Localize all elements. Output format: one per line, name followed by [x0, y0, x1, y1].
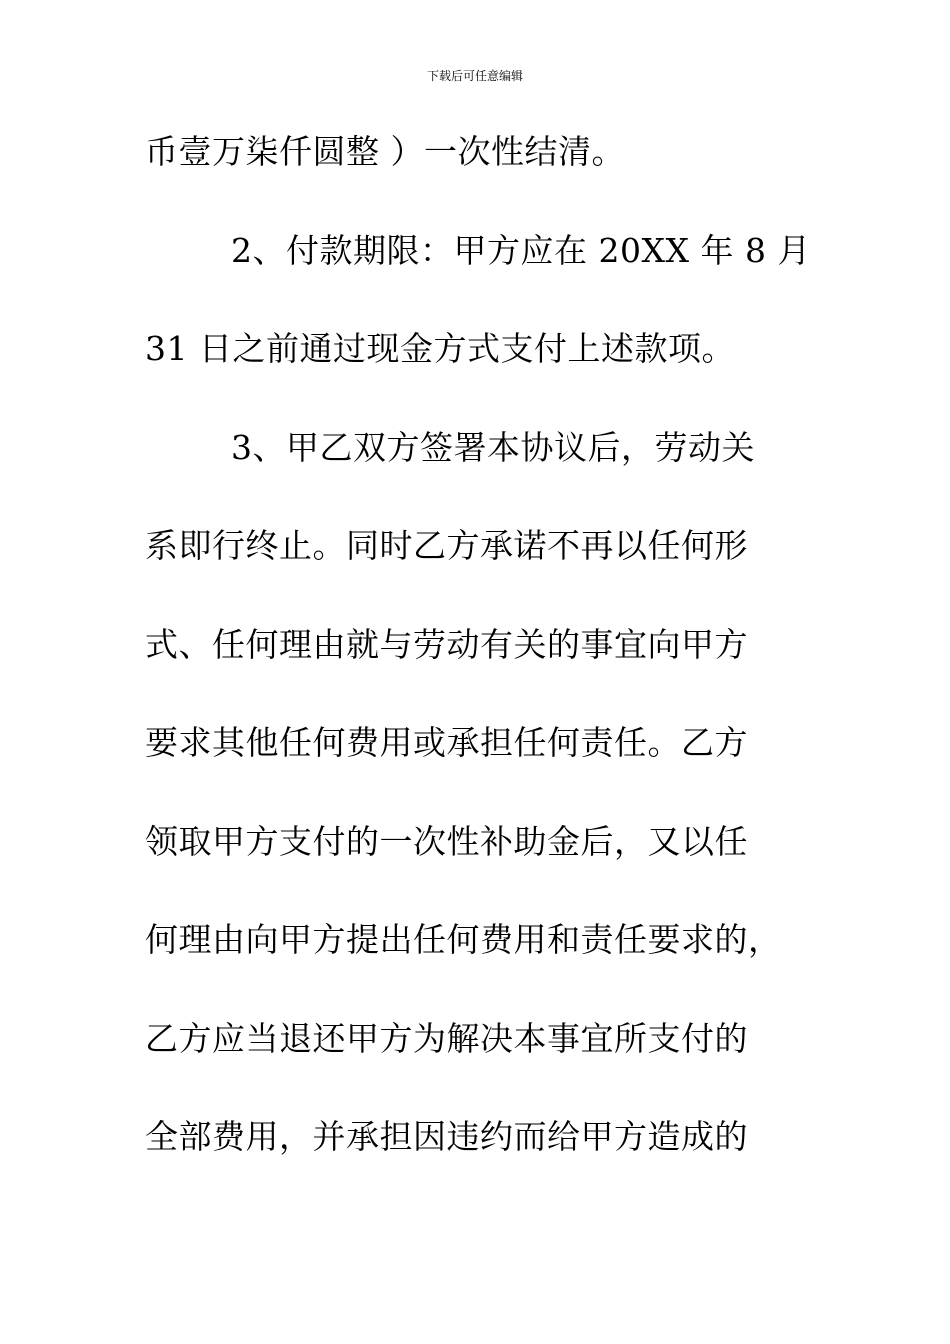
text-line: 乙方应当退还甲方为解决本事宜所支付的	[145, 1018, 748, 1058]
paragraph-start-line: 3、甲乙双方签署本协议后，劳动关	[231, 427, 755, 467]
text-line: 31 日之前通过现金方式支付上述款项。	[145, 329, 735, 368]
text-line: 系即行终止。同时乙方承诺不再以任何形	[145, 526, 748, 565]
text-line: 何理由向甲方提出任何费用和责任要求的，	[145, 920, 782, 959]
text-line: 全部费用，并承担因违约而给甲方造成的	[145, 1117, 748, 1156]
text-line: 要求其他任何费用或承担任何责任。乙方	[145, 723, 748, 762]
paragraph-start-line: 2、付款期限：甲方应在 20XX 年 8 月	[231, 230, 811, 270]
document-body	[145, 120, 811, 1204]
text-line: 式、任何理由就与劳动有关的事宜向甲方	[145, 624, 748, 664]
text-line: 币壹万柒仟圆整 ）一次性结清。	[145, 132, 625, 171]
text-line: 领取甲方支付的一次性补助金后，又以任	[145, 821, 748, 861]
page-header: 下载后可任意编辑	[426, 69, 523, 83]
